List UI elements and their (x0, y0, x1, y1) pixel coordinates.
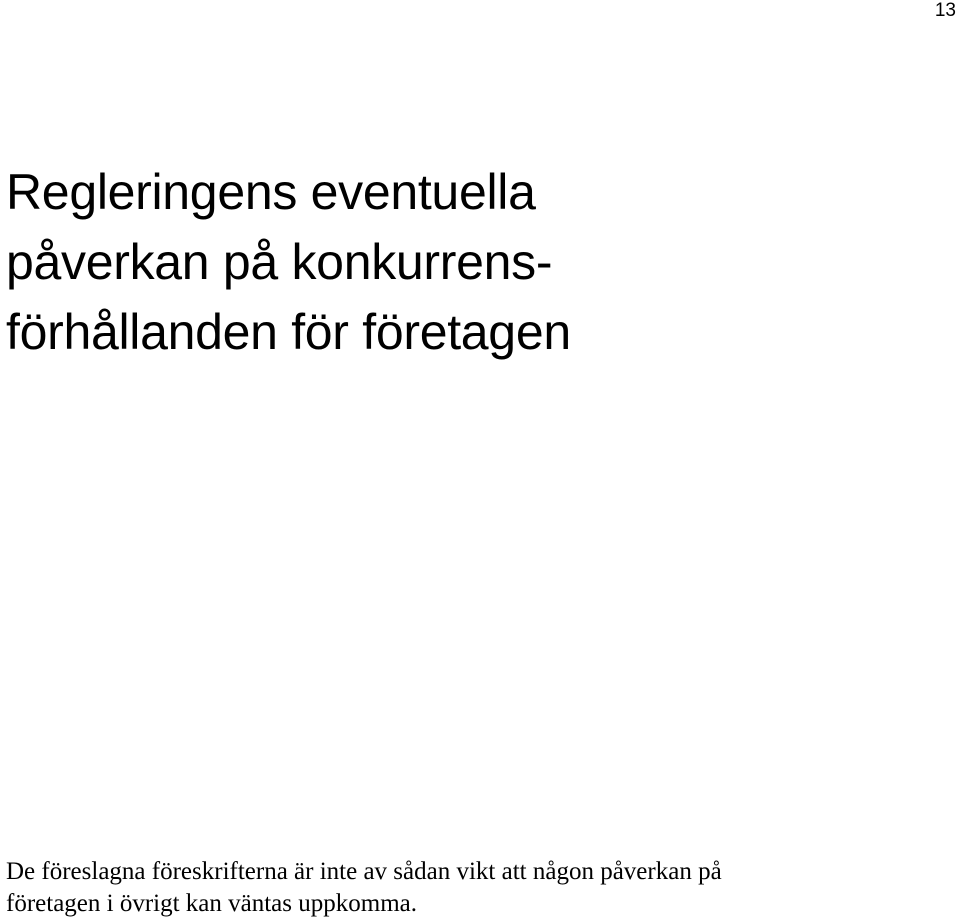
heading-line-3: förhållanden för företagen (6, 304, 571, 360)
body-line-2: företagen i övrigt kan väntas uppkomma. (6, 890, 417, 917)
heading-line-2: påverkan på konkurrens- (6, 234, 553, 290)
page-number: 13 (934, 0, 956, 21)
body-line-1: De föreslagna föreskrifterna är inte av sådan vikt att någon påverkan på (6, 858, 722, 885)
section-heading (6, 157, 571, 367)
body-paragraph (6, 856, 956, 920)
heading-line-1: Regleringens eventuella (6, 164, 536, 220)
